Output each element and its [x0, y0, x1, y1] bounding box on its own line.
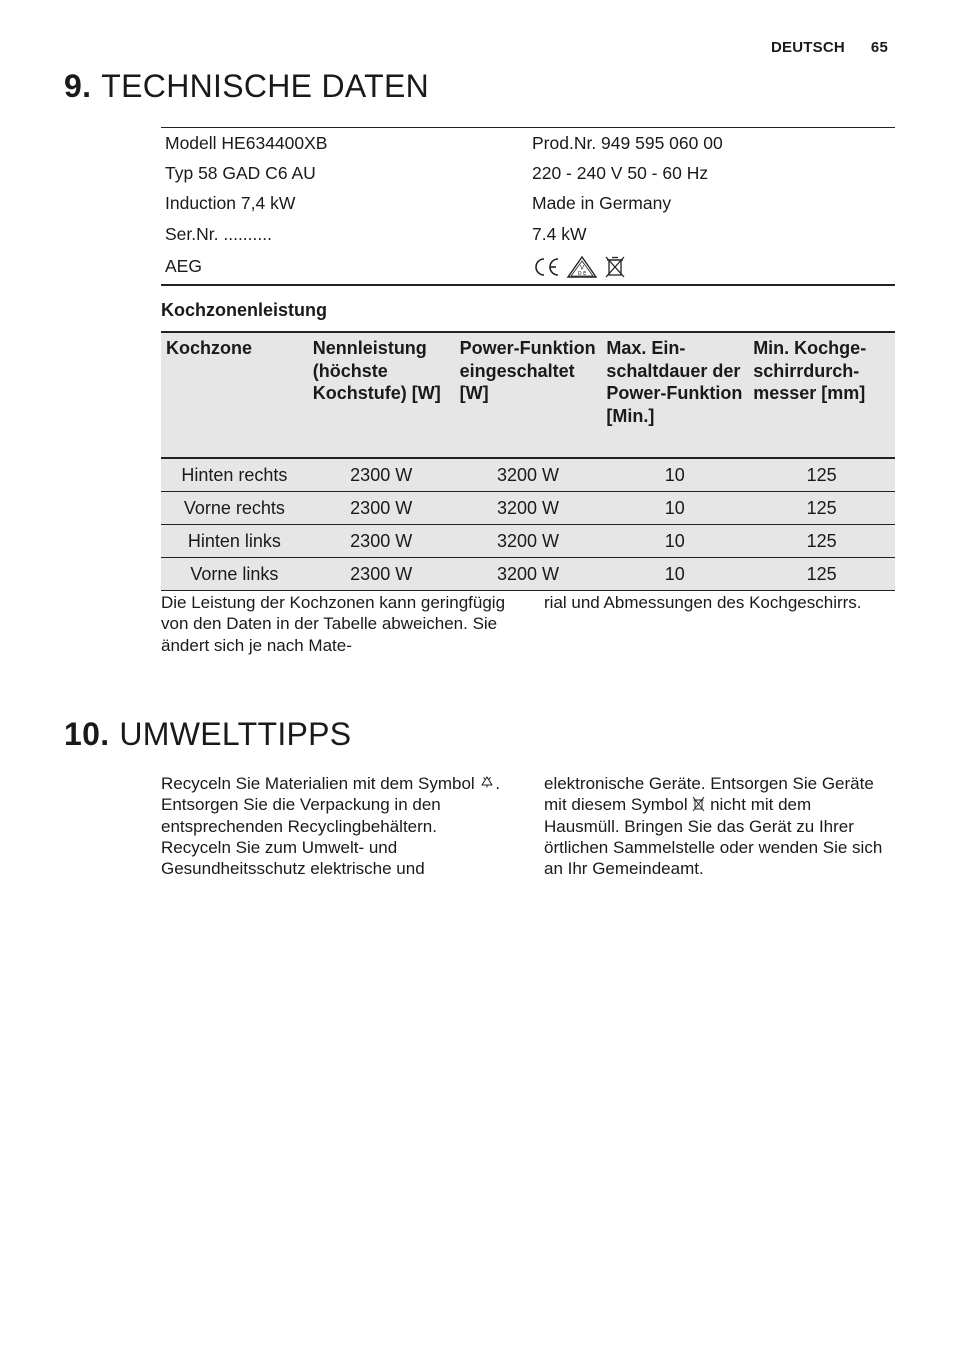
table-header-cell: Nennleistung (höchste Kochstufe) [W]: [312, 338, 441, 403]
table-cell: 125: [806, 464, 837, 485]
table-cell: Hinten rechts: [181, 464, 288, 485]
section-10-title: UMWELTTIPPS: [119, 716, 352, 752]
ce-mark-icon: [532, 256, 560, 278]
table-cell: Hinten links: [187, 530, 281, 551]
table-row: [161, 492, 895, 525]
svg-text:D E: D E: [577, 270, 587, 277]
environment-column-2: [544, 773, 889, 879]
spec-cell: 7.4 kW: [532, 223, 587, 244]
spec-cell: Made in Germany: [532, 193, 672, 214]
spec-cell: Typ 58 GAD C6 AU: [165, 163, 316, 184]
spec-cell: Ser.Nr. ..........: [165, 223, 272, 244]
table-row: [161, 525, 895, 558]
page-header: [771, 39, 888, 56]
page-number: 65: [870, 39, 888, 56]
section-9-title: TECHNISCHE DATEN: [101, 68, 430, 104]
spec-row: [161, 158, 895, 188]
table-cell: 2300 W: [350, 530, 413, 551]
section-10-number: 10.: [64, 716, 110, 752]
section-9-heading: [64, 68, 429, 105]
table-note-column-1: Die Leistung der Kochzonen kann geringfügig von den Daten in der Tabelle abweichen. Sie ändert sich je nach Mate-: [161, 593, 506, 655]
vde-mark-icon: [566, 255, 598, 279]
table-cell: 2300 W: [350, 464, 413, 485]
table-cell: 3200 W: [496, 464, 560, 485]
environment-text: . Entsorgen Sie die Verpackung in den entsprechenden Recyclingbehältern.: [161, 774, 501, 836]
header-language: DEUTSCH: [771, 39, 845, 56]
table-cell: 2300 W: [350, 497, 413, 518]
table-cell: 10: [664, 563, 685, 584]
spec-cell: Prod.Nr. 949 595 060 00: [532, 132, 723, 153]
environment-text: nicht mit dem Hausmüll. Bringen Sie das Gerät zu Ihrer örtlichen Sammelstelle oder wenden Sie sich an Ihr Gemeindeamt.: [544, 795, 883, 879]
table-cell: 125: [806, 530, 837, 551]
spec-row: [161, 189, 895, 219]
table-note-column-2: rial und Abmessungen des Kochgeschirrs.: [544, 593, 862, 612]
table-cell: 10: [664, 464, 685, 485]
table-cell: Vorne rechts: [183, 497, 285, 518]
environment-text: Recyceln Sie zum Umwelt- und Gesundheitsschutz elektrische und: [161, 837, 425, 879]
recycling-icon: [479, 775, 495, 791]
spec-cell: AEG: [165, 256, 202, 277]
table-header-row: [161, 333, 895, 459]
spec-row: [161, 250, 895, 284]
table-cell: 10: [664, 530, 685, 551]
power-table: [161, 331, 895, 591]
spec-table: [161, 127, 895, 286]
environment-text: elektronische Geräte. Entsorgen Sie Geräte mit diesem Symbol: [544, 774, 874, 815]
spec-row: [161, 219, 895, 249]
table-header-cell: Power-Funktion eingeschaltet [W]: [459, 338, 596, 403]
table-cell: 3200 W: [496, 497, 560, 518]
environment-text: Recyceln Sie Materialien mit dem Symbol: [161, 774, 475, 793]
environment-column-1: [161, 773, 511, 879]
section-9-number: 9.: [64, 68, 92, 104]
spec-cell: 220 - 240 V 50 - 60 Hz: [532, 163, 709, 184]
table-cell: 3200 W: [496, 530, 560, 551]
table-cell: Vorne links: [190, 563, 279, 584]
certification-marks: [532, 252, 626, 282]
section-10-heading: [64, 716, 351, 753]
weee-bin-icon: [692, 796, 705, 812]
weee-bin-icon: [604, 255, 626, 279]
table-cell: 10: [664, 497, 685, 518]
table-cell: 3200 W: [496, 563, 560, 584]
power-table-subheading: Kochzonenleistung: [161, 300, 327, 320]
table-row: [161, 459, 895, 492]
table-cell: 125: [806, 497, 837, 518]
table-header-cell: Min. Kochgeschirrdurchmesser [mm]: [753, 338, 867, 403]
spec-row: [161, 128, 895, 158]
svg-text:V: V: [579, 264, 585, 272]
table-cell: 2300 W: [350, 563, 413, 584]
table-header-cell: Kochzone: [166, 338, 253, 358]
table-row: [161, 558, 895, 591]
spec-cell: Induction 7,4 kW: [165, 193, 296, 214]
table-cell: 125: [806, 563, 837, 584]
spec-cell: Modell HE634400XB: [165, 132, 328, 153]
table-header-cell: Max. Einschaltdauer der Power-Funktion [Min.]: [606, 338, 743, 426]
